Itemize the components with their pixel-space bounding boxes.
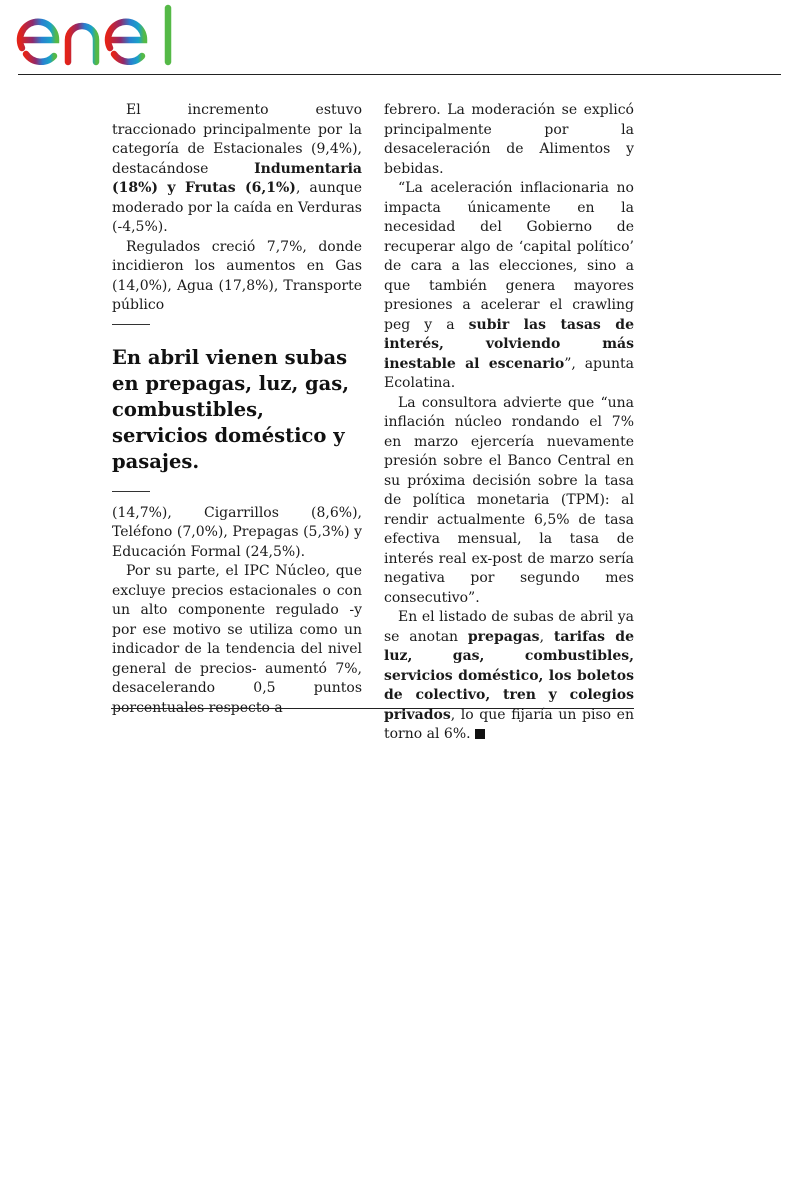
header-rule — [18, 74, 781, 75]
right-paragraph-3: La consultora advierte que “una inflación núcleo rondando el 7% en marzo ejercería nuevamente presión sobre el Banco Central en su próxima decisión sobre la tasa de política monetaria (TPM): al rendir actualmente 6,5% de tasa efectiva mensual, la tasa de interés real ex-post de marzo sería negativa por segundo mes consecutivo”. — [384, 394, 634, 606]
left-paragraph-2: Regulados creció 7,7%, donde incidieron los aumentos en Gas (14,0%), Agua (17,8%), Transporte público — [112, 238, 362, 313]
highlight-top-rule — [112, 324, 150, 325]
right-column — [384, 101, 634, 745]
end-of-article-mark — [475, 729, 485, 739]
left-paragraph-1: El incremento estuvo traccionado principalmente por la categoría de Estacionales (9,4%), destacándose Indumentaria (18%) y Frutas (6,1%), aunque moderado por la caída en Verduras (-4,5%). — [112, 102, 363, 235]
pull-quote: En abril vienen subas en prepagas, luz, gas, combustibles, servicios doméstico y pasajes. — [112, 345, 350, 473]
highlight-bottom-rule — [112, 491, 150, 492]
left-paragraph-3: (14,7%), Cigarrillos (8,6%), Teléfono (7,0%), Prepagas (5,3%) y Educación Formal (24,5%). — [112, 504, 362, 560]
enel-logo — [16, 4, 186, 68]
left-column — [112, 101, 362, 718]
right-paragraph-2: “La aceleración inflacionaria no impacta únicamente en la necesidad del Gobierno de recuperar algo de ‘capital político’ de cara a las elecciones, sino a que también genera mayores presiones a acelerar el crawling peg y a subir las tasas de interés, volviendo más inestable al escenario”, apunta Ecolatina. — [384, 180, 635, 391]
right-paragraph-1: febrero. La moderación se explicó principalmente por la desaceleración de Alimentos y bebidas. — [384, 102, 634, 177]
right-paragraph-4: En el listado de subas de abril ya se anotan prepagas, tarifas de luz, gas, combustibles, servicios doméstico, los boletos de colectivo, tren y colegios privados, lo que fijaría un piso en torno al 6%. — [384, 609, 635, 742]
left-paragraph-4: Por su parte, el IPC Núcleo, que excluye precios estacionales o con un alto componente regulado -y por ese motivo se utiliza como un indicador de la tendencia del nivel general de precios- aumentó 7%, desacelerando 0,5 puntos porcentuales respecto a — [112, 563, 362, 716]
footer-rule — [111, 708, 634, 709]
